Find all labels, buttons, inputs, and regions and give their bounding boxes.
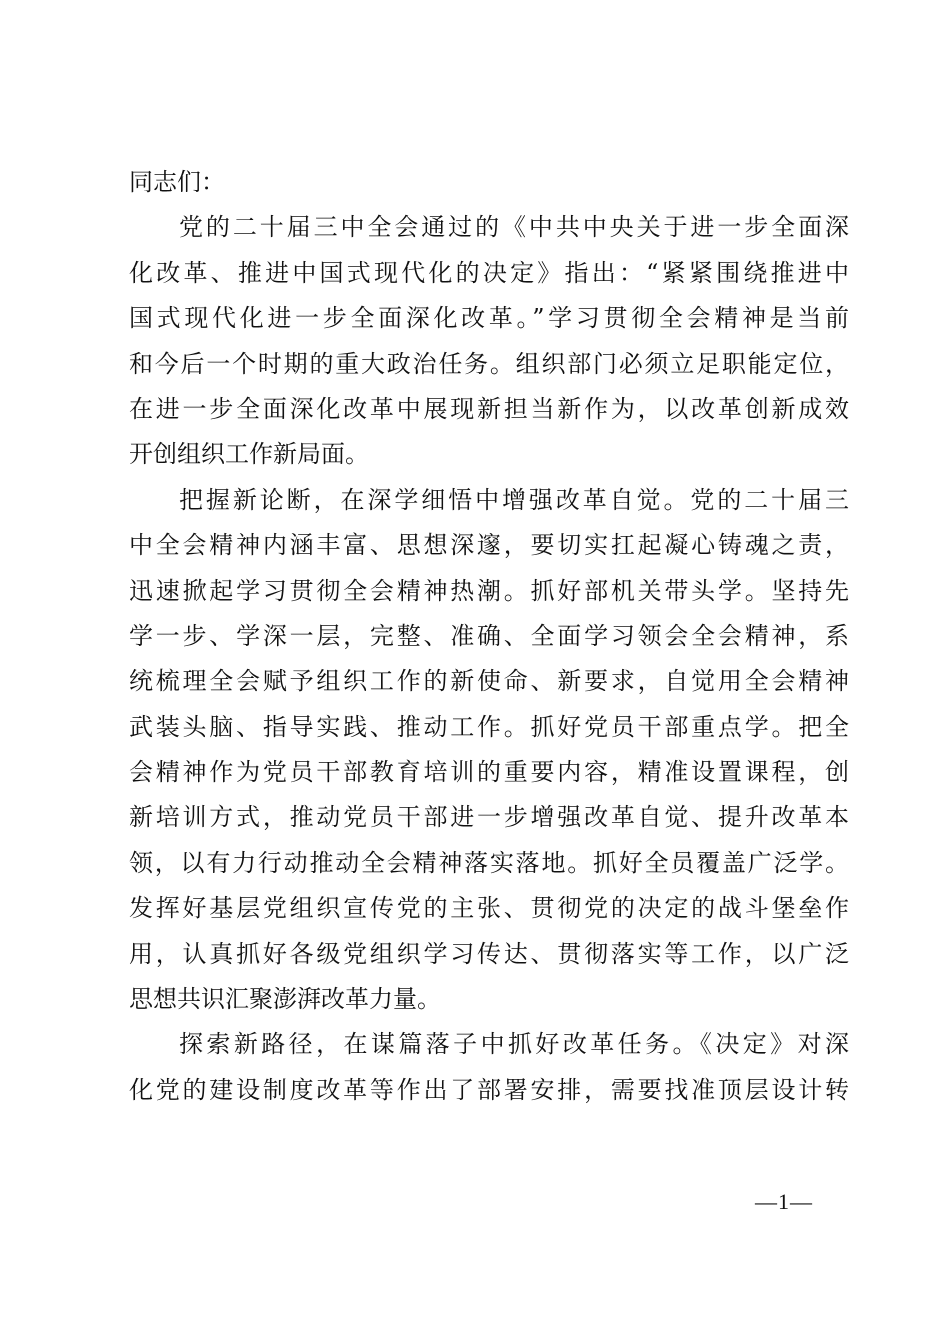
paragraph-2 [129,478,849,1023]
paragraph-line: 发挥好基层党组织宣传党的主张、贯彻党的决定的战斗堡垒作 [129,894,849,923]
paragraph-line: 探索新路径，在谋篇落子中抓好改革任务。《决定》对深 [179,1030,849,1059]
paragraph-line: 领，以有力行动推动全会精神落实落地。抓好全员覆盖广泛学。 [129,848,849,877]
paragraph-line: 党的二十届三中全会通过的《中共中央关于进一步全面深 [179,213,849,242]
paragraph-line: 开创组织工作新局面。 [129,440,369,469]
paragraph-3 [129,1022,849,1113]
paragraph-line: 国式现代化进一步全面深化改革。”学习贯彻全会精神是当前 [129,304,849,333]
paragraph-line: 化改革、推进中国式现代化的决定》指出：“紧紧围绕推进中 [129,258,849,287]
paragraph-line: 新培训方式，推动党员干部进一步增强改革自觉、提升改革本 [129,803,849,832]
paragraph-1 [129,205,849,477]
paragraph-line: 武装头脑、指导实践、推动工作。抓好党员干部重点学。把全 [129,712,849,741]
paragraph-line: 会精神作为党员干部教育培训的重要内容，精准设置课程，创 [129,758,849,787]
page-number: —1— [755,1189,813,1214]
paragraph-line: 在进一步全面深化改革中展现新担当新作为，以改革创新成效 [129,394,849,423]
paragraph-line: 化党的建设制度改革等作出了部署安排，需要找准顶层设计转 [129,1075,849,1104]
paragraph-line: 中全会精神内涵丰富、思想深邃，要切实扛起凝心铸魂之责， [129,531,849,560]
paragraph-line: 思想共识汇聚澎湃改革力量。 [129,985,441,1014]
paragraph-line: 统梳理全会赋予组织工作的新使命、新要求，自觉用全会精神 [129,667,849,696]
paragraph-line: 迅速掀起学习贯彻全会精神热潮。抓好部机关带头学。坚持先 [129,576,849,605]
document-body [129,160,849,1113]
paragraph-line: 把握新论断，在深学细悟中增强改革自觉。党的二十届三 [179,485,849,514]
paragraph-line: 学一步、学深一层，完整、准确、全面学习领会全会精神，系 [129,621,849,650]
paragraph-line: 用，认真抓好各级党组织学习传达、贯彻落实等工作，以广泛 [129,939,849,968]
paragraph-line: 和今后一个时期的重大政治任务。组织部门必须立足职能定位， [129,349,849,378]
greeting: 同志们： [129,168,225,196]
